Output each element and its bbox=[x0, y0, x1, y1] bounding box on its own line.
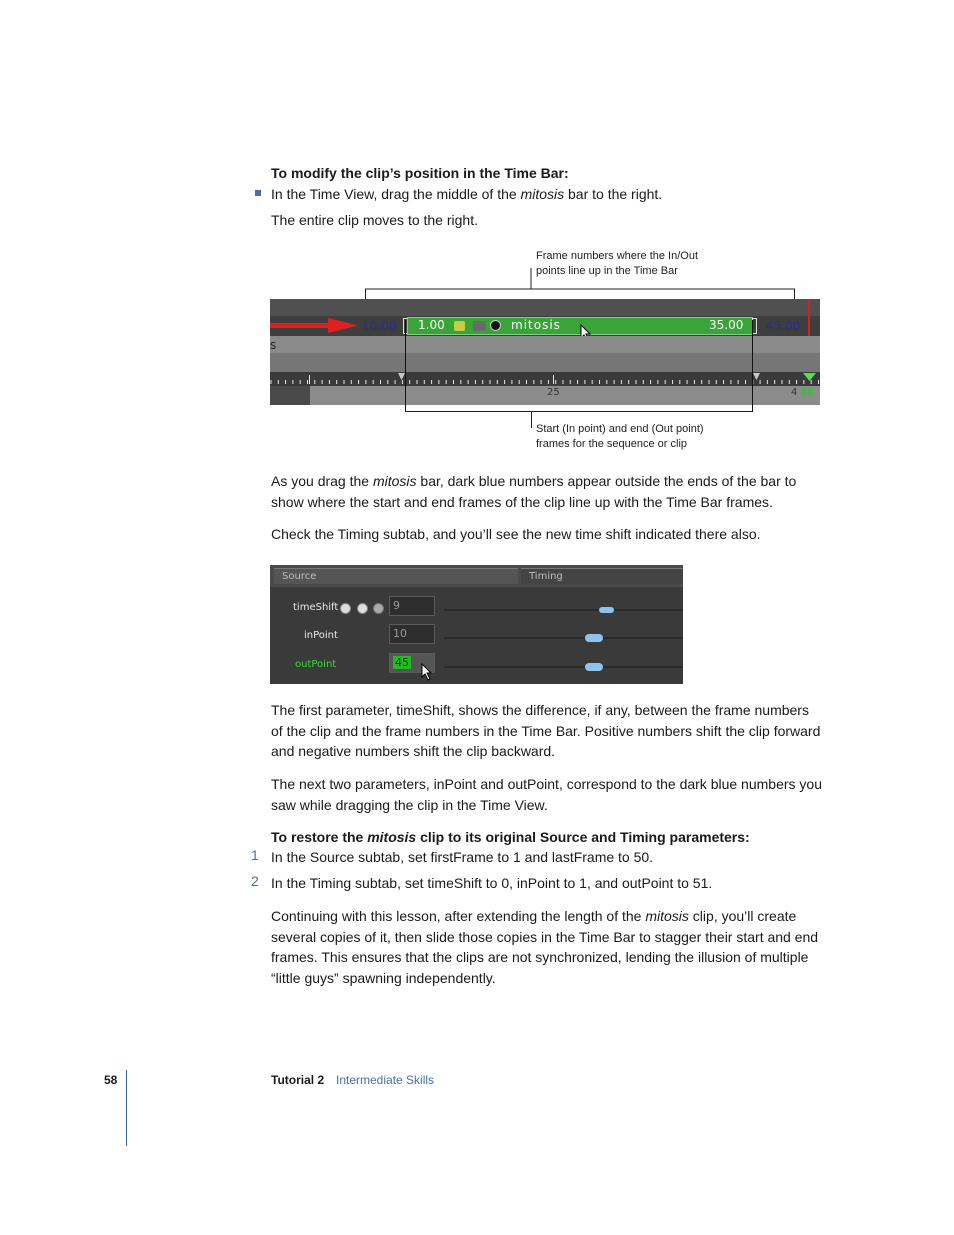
slider-track bbox=[444, 666, 683, 668]
step-number: 2 bbox=[251, 873, 259, 889]
step-text: In the Source subtab, set firstFrame to 1 and lastFrame to 50. bbox=[271, 849, 654, 865]
timing-panel-figure bbox=[270, 565, 683, 684]
result-text: The entire clip moves to the right. bbox=[271, 212, 478, 228]
ruler-label-right-a: 4 bbox=[791, 387, 798, 398]
para-continue bbox=[271, 906, 823, 988]
tab-source[interactable]: Source bbox=[274, 568, 518, 584]
slider-knob[interactable] bbox=[585, 634, 603, 642]
inpoint-field[interactable]: 10 bbox=[389, 624, 435, 644]
footer-rule bbox=[126, 1070, 127, 1146]
para-drag bbox=[271, 471, 823, 512]
row-fragment: s bbox=[270, 338, 277, 352]
tab-timing[interactable]: Timing bbox=[521, 568, 683, 584]
mouse-cursor-icon bbox=[421, 663, 433, 681]
section-heading bbox=[271, 827, 823, 848]
outpoint-slider[interactable] bbox=[444, 652, 683, 678]
inpoint-slider[interactable] bbox=[444, 623, 683, 649]
callout-line: Frame numbers where the In/Out bbox=[536, 250, 699, 262]
clip-end-number: 35.00 bbox=[709, 318, 744, 332]
outside-end-number: 45.00 bbox=[766, 319, 801, 333]
callout-line: frames for the sequence or clip bbox=[536, 438, 688, 450]
emphasis: mitosis bbox=[372, 473, 417, 489]
slider-track bbox=[444, 609, 683, 611]
para-check: Check the Timing subtab, and you’ll see the new time shift indicated there also. bbox=[271, 526, 761, 542]
callout-lines-bottom bbox=[0, 0, 954, 470]
footer-title: Intermediate Skills bbox=[336, 1073, 435, 1087]
text-run: As you drag the bbox=[271, 473, 373, 489]
timeshift-slider[interactable] bbox=[444, 595, 683, 621]
emphasis: mitosis bbox=[645, 908, 689, 924]
slider-track bbox=[444, 637, 683, 639]
timeshift-label: timeShift bbox=[293, 602, 339, 613]
step-number: 1 bbox=[251, 847, 259, 863]
ruler-label-mid: 25 bbox=[547, 387, 560, 398]
para-first: The first parameter, timeShift, shows the difference, if any, between the frame numbers of the clip and the frame numbers in the Time Bar. Positive numbers shift the clip forward and negative numbers shift the clip backward. bbox=[271, 702, 821, 759]
callout-line: points line up in the Time Bar bbox=[536, 265, 678, 277]
outpoint-value: 45 bbox=[395, 656, 409, 669]
text-run: Continuing with this lesson, after extending the length of the bbox=[271, 908, 646, 924]
section-heading: To modify the clip’s position in the Time Bar: bbox=[271, 165, 569, 181]
para-next: The next two parameters, inPoint and outPoint, correspond to the dark blue numbers you saw while dragging the clip in the Time View. bbox=[271, 776, 822, 813]
text-run: bar, dark blue numbers appear outside the ends of the bar to show where the start and end frames of the clip line up with the Time Bar frames. bbox=[271, 473, 797, 510]
emphasis: mitosis bbox=[520, 186, 565, 202]
outpoint-label: outPoint bbox=[295, 659, 337, 670]
text-run: clip, you’ll create several copies of it, then slide those copies in the Time Bar to stagger their start and end frames. This ensures that the clips are not synchronized, lending the illusion of multiple “little guys” spawning independently. bbox=[271, 908, 819, 986]
clip-start-number: 1.00 bbox=[418, 318, 445, 332]
lock-icon[interactable] bbox=[373, 603, 384, 614]
clock-icon[interactable] bbox=[340, 603, 351, 614]
ruler-label-right-b: 50 bbox=[801, 387, 814, 398]
text-run: To restore the bbox=[271, 829, 368, 845]
page-number: 58 bbox=[104, 1073, 118, 1087]
outside-start-number: 10.00 bbox=[362, 319, 397, 333]
callout-line: Start (In point) and end (Out point) bbox=[536, 423, 704, 435]
emphasis: mitosis bbox=[367, 829, 417, 845]
clip-name: mitosis bbox=[511, 318, 561, 332]
slider-knob[interactable] bbox=[599, 607, 614, 613]
text-run: In the Time View, drag the middle of the bbox=[271, 186, 521, 202]
timeshift-field[interactable]: 9 bbox=[389, 596, 435, 616]
link-icon[interactable] bbox=[357, 603, 368, 614]
slider-knob[interactable] bbox=[585, 663, 603, 671]
inpoint-label: inPoint bbox=[304, 630, 338, 641]
footer-chapter: Tutorial 2 bbox=[271, 1073, 325, 1087]
step-text: In the Timing subtab, set timeShift to 0, inPoint to 1, and outPoint to 51. bbox=[271, 875, 713, 891]
text-run: bar to the right. bbox=[564, 186, 663, 202]
callout-bottom bbox=[536, 422, 704, 452]
text-run: clip to its original Source and Timing parameters: bbox=[416, 829, 750, 845]
